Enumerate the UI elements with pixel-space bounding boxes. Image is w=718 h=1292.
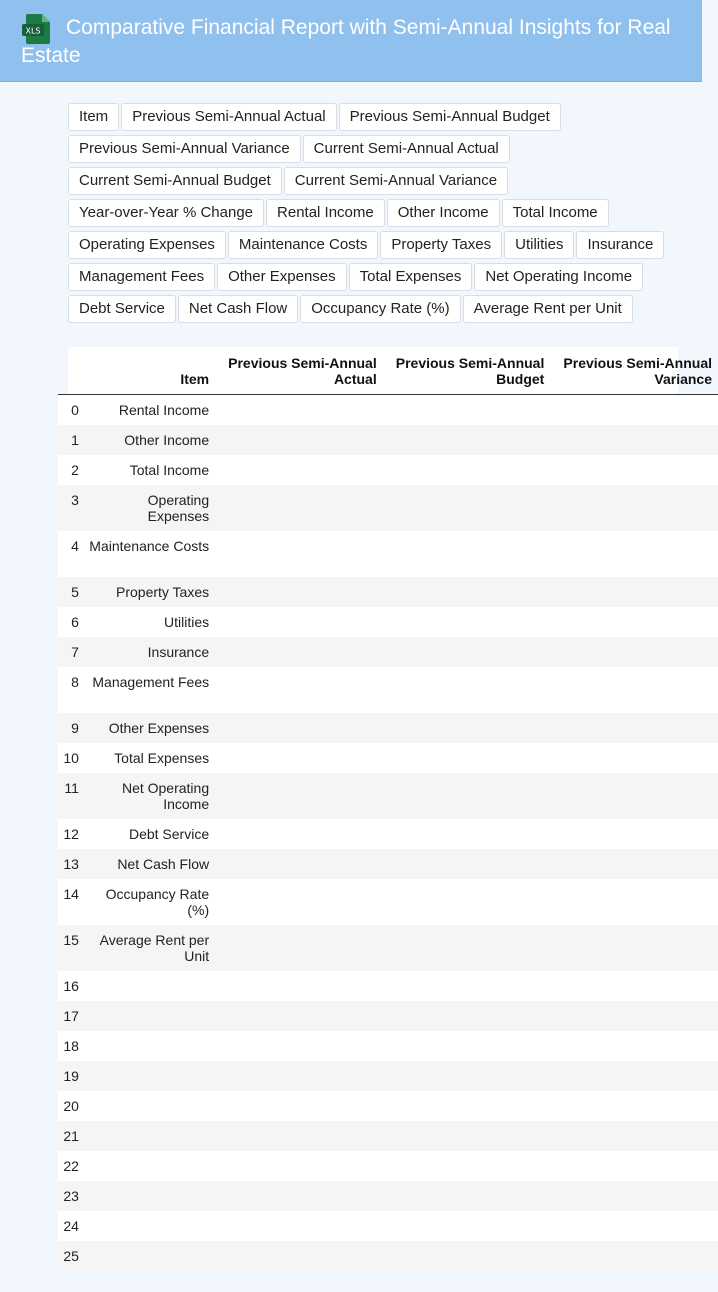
column-chip[interactable]: Debt Service	[68, 295, 176, 323]
value-cell	[215, 455, 383, 485]
column-chip[interactable]: Year-over-Year % Change	[68, 199, 264, 227]
row-index: 4	[71, 538, 79, 554]
table-row	[58, 531, 718, 577]
table-row	[58, 743, 718, 773]
column-chip[interactable]: Net Operating Income	[474, 263, 643, 291]
value-cell	[550, 1211, 718, 1241]
table-row	[58, 1121, 718, 1151]
value-cell	[383, 485, 551, 531]
item-cell: Insurance	[147, 644, 210, 660]
column-chip[interactable]: Maintenance Costs	[228, 231, 378, 259]
value-cell	[550, 637, 718, 667]
data-table-container[interactable]	[63, 347, 712, 1270]
row-index: 2	[71, 462, 79, 478]
value-cell	[383, 455, 551, 485]
value-cell	[383, 713, 551, 743]
item-cell: Total Expenses	[114, 750, 210, 766]
value-cell	[550, 607, 718, 637]
column-chip[interactable]: Previous Semi-Annual Variance	[68, 135, 301, 163]
table-row	[58, 713, 718, 743]
value-cell	[550, 1031, 718, 1061]
value-cell	[550, 1151, 718, 1181]
row-index: 6	[71, 614, 79, 630]
column-chip[interactable]: Current Semi-Annual Budget	[68, 167, 282, 195]
item-cell	[79, 1001, 215, 1031]
column-chip[interactable]: Current Semi-Annual Actual	[303, 135, 510, 163]
value-cell	[215, 637, 383, 667]
value-cell	[550, 1091, 718, 1121]
value-cell	[383, 743, 551, 773]
value-cell	[383, 425, 551, 455]
table-row	[58, 577, 718, 607]
app-header	[0, 0, 702, 82]
value-cell	[383, 879, 551, 925]
row-index: 3	[71, 492, 79, 508]
item-cell: Net Cash Flow	[117, 856, 210, 872]
value-cell	[215, 713, 383, 743]
value-cell	[550, 577, 718, 607]
table-row	[58, 819, 718, 849]
row-index: 7	[71, 644, 79, 660]
value-cell	[383, 1061, 551, 1091]
row-index: 25	[63, 1248, 79, 1264]
data-table	[58, 347, 718, 1271]
value-cell	[383, 925, 551, 971]
row-index: 9	[71, 720, 79, 736]
row-index: 18	[63, 1038, 79, 1054]
table-row	[58, 1091, 718, 1121]
column-chip[interactable]: Occupancy Rate (%)	[300, 295, 460, 323]
column-chip[interactable]: Average Rent per Unit	[463, 295, 633, 323]
value-cell	[383, 819, 551, 849]
value-cell	[215, 577, 383, 607]
value-cell	[215, 667, 383, 713]
column-chip[interactable]: Rental Income	[266, 199, 385, 227]
table-row	[58, 607, 718, 637]
value-cell	[383, 1091, 551, 1121]
item-cell: Operating Expenses	[147, 492, 210, 524]
value-cell	[383, 637, 551, 667]
item-cell: Maintenance Costs	[89, 538, 210, 554]
row-index: 11	[64, 780, 79, 796]
value-cell	[550, 713, 718, 743]
item-cell: Average Rent per Unit	[99, 932, 210, 964]
column-header[interactable]: Previous Semi-Annual Actual	[215, 347, 383, 395]
value-cell	[383, 1241, 551, 1271]
value-cell	[215, 743, 383, 773]
value-cell	[550, 879, 718, 925]
value-cell	[550, 971, 718, 1001]
row-index: 19	[63, 1068, 79, 1084]
row-index: 0	[71, 402, 79, 418]
value-cell	[215, 1181, 383, 1211]
value-cell	[550, 925, 718, 971]
value-cell	[383, 395, 551, 426]
column-header[interactable]: Previous Semi-Annual Budget	[383, 347, 551, 395]
value-cell	[383, 1181, 551, 1211]
row-index: 20	[63, 1098, 79, 1114]
table-row	[58, 1241, 718, 1271]
column-selector	[68, 103, 698, 323]
item-cell: Other Income	[124, 432, 210, 448]
value-cell	[383, 577, 551, 607]
value-cell	[550, 531, 718, 577]
row-index: 24	[63, 1218, 79, 1234]
column-chip[interactable]: Other Expenses	[217, 263, 347, 291]
row-index: 1	[71, 432, 79, 448]
value-cell	[383, 1121, 551, 1151]
row-index: 10	[63, 750, 79, 766]
table-row	[58, 879, 718, 925]
item-cell: Debt Service	[128, 826, 210, 842]
table-row	[58, 773, 718, 819]
value-cell	[550, 395, 718, 426]
table-header-row	[58, 347, 718, 395]
value-cell	[383, 849, 551, 879]
value-cell	[383, 1001, 551, 1031]
value-cell	[215, 1151, 383, 1181]
row-index: 22	[63, 1158, 79, 1174]
row-index: 8	[71, 674, 79, 690]
item-cell: Rental Income	[118, 402, 210, 418]
table-row	[58, 425, 718, 455]
item-cell	[79, 1061, 215, 1091]
value-cell	[215, 971, 383, 1001]
svg-text:XLS: XLS	[25, 26, 41, 36]
value-cell	[215, 819, 383, 849]
value-cell	[550, 425, 718, 455]
value-cell	[215, 849, 383, 879]
column-chip[interactable]: Property Taxes	[380, 231, 502, 259]
row-index: 15	[63, 932, 79, 948]
value-cell	[215, 531, 383, 577]
value-cell	[215, 1121, 383, 1151]
value-cell	[383, 1151, 551, 1181]
table-row	[58, 1211, 718, 1241]
row-index: 5	[71, 584, 79, 600]
value-cell	[383, 607, 551, 637]
table-row	[58, 1151, 718, 1181]
value-cell	[550, 455, 718, 485]
value-cell	[215, 1091, 383, 1121]
column-chip[interactable]: Management Fees	[68, 263, 215, 291]
column-chip[interactable]: Item	[68, 103, 119, 131]
value-cell	[383, 971, 551, 1001]
value-cell	[550, 1001, 718, 1031]
row-index: 16	[63, 978, 79, 994]
value-cell	[215, 485, 383, 531]
column-chip[interactable]: Current Semi-Annual Variance	[284, 167, 508, 195]
item-cell	[79, 971, 215, 1001]
value-cell	[215, 1001, 383, 1031]
value-cell	[215, 425, 383, 455]
item-cell	[79, 1121, 215, 1151]
item-cell: Management Fees	[92, 674, 210, 690]
column-chip[interactable]: Total Income	[502, 199, 609, 227]
value-cell	[550, 1241, 718, 1271]
item-cell	[79, 1151, 215, 1181]
row-index: 17	[63, 1008, 79, 1024]
value-cell	[215, 773, 383, 819]
value-cell	[550, 773, 718, 819]
table-row	[58, 925, 718, 971]
table-row	[58, 637, 718, 667]
value-cell	[383, 667, 551, 713]
value-cell	[383, 531, 551, 577]
column-chip[interactable]: Insurance	[576, 231, 664, 259]
column-chip[interactable]: Operating Expenses	[68, 231, 226, 259]
item-cell: Utilities	[164, 614, 210, 630]
item-cell	[79, 1091, 215, 1121]
value-cell	[383, 773, 551, 819]
value-cell	[215, 607, 383, 637]
value-cell	[550, 819, 718, 849]
row-index: 21	[63, 1128, 79, 1144]
column-chip[interactable]: Previous Semi-Annual Actual	[121, 103, 336, 131]
item-cell: Other Expenses	[108, 720, 210, 736]
table-row	[58, 1061, 718, 1091]
column-chip[interactable]: Utilities	[504, 231, 574, 259]
value-cell	[383, 1031, 551, 1061]
table-row	[58, 849, 718, 879]
value-cell	[215, 1061, 383, 1091]
row-index: 12	[63, 826, 79, 842]
table-row	[58, 1181, 718, 1211]
row-index: 13	[63, 856, 79, 872]
value-cell	[215, 1031, 383, 1061]
table-row	[58, 395, 718, 426]
index-header	[58, 347, 79, 395]
item-cell: Net Operating Income	[121, 780, 210, 812]
column-chip[interactable]: Other Income	[387, 199, 500, 227]
item-cell: Total Income	[129, 462, 210, 478]
value-cell	[550, 1181, 718, 1211]
item-cell: Property Taxes	[116, 584, 210, 600]
table-row	[58, 1001, 718, 1031]
value-cell	[215, 395, 383, 426]
column-header[interactable]: Item	[79, 347, 215, 395]
item-cell: Occupancy Rate (%)	[105, 886, 210, 918]
page-title: Comparative Financial Report with Semi-Annual Insights for Real Estate	[21, 16, 671, 67]
table-row	[58, 455, 718, 485]
column-header[interactable]: Previous Semi-Annual Variance	[550, 347, 718, 395]
value-cell	[550, 667, 718, 713]
value-cell	[550, 1121, 718, 1151]
table-row	[58, 1031, 718, 1061]
value-cell	[383, 1211, 551, 1241]
value-cell	[550, 849, 718, 879]
value-cell	[215, 1211, 383, 1241]
row-index: 23	[63, 1188, 79, 1204]
value-cell	[215, 879, 383, 925]
item-cell	[79, 1211, 215, 1241]
table-row	[58, 485, 718, 531]
value-cell	[215, 1241, 383, 1271]
value-cell	[550, 485, 718, 531]
value-cell	[550, 743, 718, 773]
value-cell	[550, 1061, 718, 1091]
column-chip[interactable]: Total Expenses	[349, 263, 473, 291]
table-row	[58, 667, 718, 713]
column-chip[interactable]: Net Cash Flow	[178, 295, 298, 323]
column-chip[interactable]: Previous Semi-Annual Budget	[339, 103, 561, 131]
item-cell	[79, 1241, 215, 1271]
item-cell	[79, 1181, 215, 1211]
row-index: 14	[63, 886, 79, 902]
value-cell	[215, 925, 383, 971]
table-row	[58, 971, 718, 1001]
item-cell	[79, 1031, 215, 1061]
